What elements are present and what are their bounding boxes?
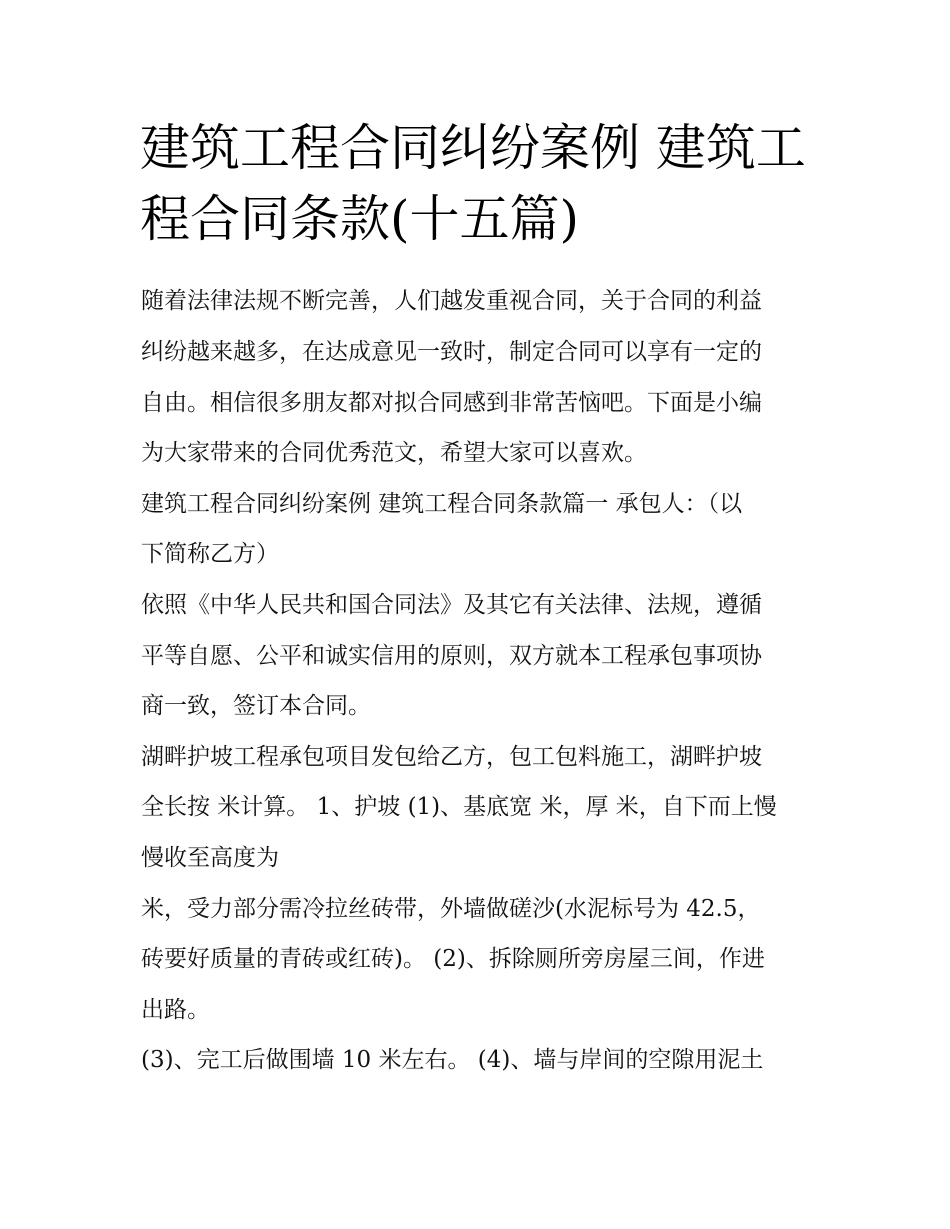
body-line-4: 为大家带来的合同优秀范文，希望大家可以喜欢。 [141,440,647,466]
body-line-6: 下简称乙方） [141,541,279,567]
body-line-2: 纠纷越来越多，在达成意见一致时，制定合同可以享有一定的 [141,339,762,365]
title-line-1: 建筑工程合同纠纷案例 建筑工 [140,119,806,177]
body-line-5: 建筑工程合同纠纷案例 建筑工程合同条款篇一 承包人：（以 [141,491,743,517]
body-line-3: 自由。相信很多朋友都对拟合同感到非常苦恼吧。下面是小编 [141,390,762,416]
body-line-13: 米，受力部分需冷拉丝砖带，外墙做磋沙(水泥标号为 42.5， [141,896,761,922]
body-line-11: 全长按 米计算。 1、护坡 (1)、基底宽 米，厚 米，自下而上慢 [141,794,777,820]
body-line-12: 慢收至高度为 [141,845,279,871]
document-title [140,113,820,255]
body-line-7: 依照《中华人民共和国合同法》及其它有关法律、法规，遵循 [141,592,762,618]
body-line-8: 平等自愿、公平和诚实信用的原则，双方就本工程承包事项协 [141,643,762,669]
body-line-9: 商一致，签订本合同。 [141,693,371,719]
body-line-15: 出路。 [141,997,210,1023]
title-line-2: 程合同条款(十五篇) [140,190,580,248]
body-line-10: 湖畔护坡工程承包项目发包给乙方，包工包料施工，湖畔护坡 [141,744,762,770]
body-line-1: 随着法律法规不断完善，人们越发重视合同，关于合同的利益 [141,288,762,314]
body-line-14: 砖要好质量的青砖或红砖)。 (2)、拆除厕所旁房屋三间，作进 [141,946,765,972]
body-line-16: (3)、完工后做围墙 10 米左右。 (4)、墙与岸间的空隙用泥土 [141,1047,764,1073]
